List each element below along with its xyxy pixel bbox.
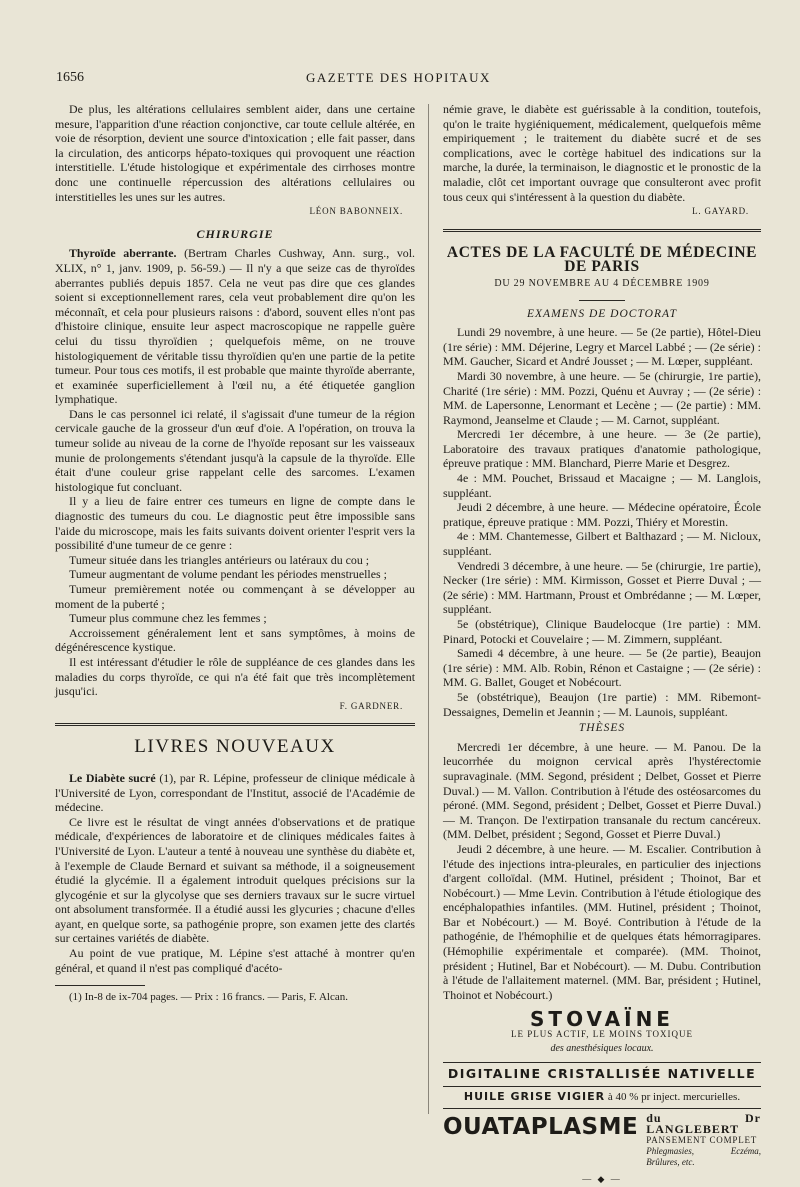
short-divider xyxy=(579,300,625,301)
ad-stovaine-tagline: LE PLUS ACTIF, LE MOINS TOXIQUE xyxy=(511,1029,693,1040)
book-lead: (1), par R. Lépine, professeur de clinique médicale à l'Université de Lyon, correspondant de l'Institut, associé de l'Académie de médecine. xyxy=(55,770,415,815)
paragraph: Il est intéressant d'étudier le rôle de suppléance de ces glandes dans les maladies du corps thyroïde, ce qui n'a été fait que très incomplètement jusqu'ici. xyxy=(55,654,415,699)
ad-ouataplasme-uses: Phlegmasies, Eczéma, Brûlures, etc. xyxy=(646,1146,761,1168)
paragraph: Ce livre est le résultat de vingt années d'observations et de pratique médicale, d'expériences de laboratoire et de cliniques médicales faites à l'Université de Lyon. L'auteur a tenté à nouveau une synthèse du diabète et, à l'exemple de Claude Bernard et suivant sa méthode, il a soigneusement étudié la glycémie. Il a également introduit quelques précisions sur la glycogénie et sur la glycolyse que ses derniers travaux sur le sucre virtuel ont absolument transformée. Il a étudié aussi les glycuries ; chacune d'elles ayant, en quelque sorte, sa pathogénie propre, son examen jette des clartés sur certaines variétés de diabète. xyxy=(55,814,415,946)
journal-title: GAZETTE DES HOPITAUX xyxy=(306,70,491,85)
exam-entry: 5e (obstétrique), Beaujon (1re partie) : MM. Ribemont-Dessaignes, Demelin et Jeannin ; — M. Launois, suppléant. xyxy=(443,689,761,719)
ad-huile-name: HUILE GRISE VIGIER xyxy=(463,1089,606,1103)
book-title: Le Diabète sucré xyxy=(69,770,156,785)
page-header xyxy=(56,70,756,92)
list-item: Accroissement généralement lent et sans symptômes, à moins de dégénérescence kystique. xyxy=(55,625,415,655)
ad-stovaine: STOVAÏNE xyxy=(530,1007,674,1032)
list-item: Tumeur située dans les triangles antérieurs ou latéraux du cou ; xyxy=(69,552,370,567)
signature: LÉON BABONNEIX. xyxy=(309,206,403,217)
ad-digitaline: DIGITALINE CRISTALLISÉE NATIVELLE xyxy=(443,1062,761,1082)
section-divider xyxy=(443,229,761,232)
book-entry xyxy=(55,771,415,815)
article-body: (Bertram Charles Cushway, Ann. surg., vol. XLIX, n° 1, janv. 1909, p. 56-59.) — Il n'y a que seize cas de thyroïdes aberrantes publiés depuis 1857. Cela ne veut pas dire que ces glandes soient si exceptionnellement rares, cela veut probablement dire qu'on les méconnaît, et cela pour plusieurs raisons : d'abord, souvent elles n'ont pas d'histoire clinique, ensuite leur aspect macroscopique ne rappelle guère celui du tissu thyroïdien ; quelquefois même, on ne trouve histologiquement de véritable tissu thyroïdien qu'en une partie de la petite tumeur. Pour tous ces motifs, il est probable que mainte thyroïde aberrante, et examinée superficiellement à l'œil nu, a été étiquetée ganglion lymphatique. xyxy=(55,246,415,407)
column-divider xyxy=(428,104,429,1114)
ornament-divider: — ◆ — xyxy=(582,1174,622,1185)
list-item: Tumeur augmentant de volume pendant les périodes menstruelles ; xyxy=(69,567,387,582)
footnote-divider xyxy=(55,985,145,986)
advertisement-block xyxy=(443,1007,761,1187)
section-heading-actes: ACTES DE LA FACULTÉ DE MÉDECINE DE PARIS xyxy=(446,243,758,276)
article-title: Thyroïde aberrante. xyxy=(69,246,177,261)
page-number: 1656 xyxy=(56,70,84,85)
paragraph: De plus, les altérations cellulaires semblent aider, dans une certaine mesure, l'apparition d'une réaction conjonctive, car toute cellule altérée, en voie de résorption, devient une source d'intoxication ; elle fait passer, dans la circulation, des anticorps hépato-toxiques qui provoquent une réaction interstitielle. L'étude histologique et expérimentale des cirrhoses montre donc une continuelle répercussion des altérations cellulaires ou interstitielles les unes sur les autres. xyxy=(55,102,415,204)
thesis-entry: Mercredi 1er décembre, à une heure. — M. Panou. De la leucorrhée du moignon cervical après l'hystérectomie supravaginale. (MM. Segond, président ; Delbet, Gosset et Pierre Duval.) — M. Vallon. Contribution à l'étude des ostéosarcomes du péroné. (MM. Segond, président ; Delbet, Gosset et Pierre Duval.) — M. Trançon. De l'extirpation transanale du rectum cancéreux. (MM. Delbet, président ; Segond, Gosset et Pierre Duval.) xyxy=(443,739,761,842)
ad-stovaine-subline: des anesthésiques locaux. xyxy=(550,1042,654,1054)
signature: F. GARDNER. xyxy=(339,700,403,711)
subsection-heading-theses: THÈSES xyxy=(578,722,626,735)
section-divider xyxy=(55,723,415,726)
paragraph: Au point de vue pratique, M. Lépine s'est attaché à montrer qu'en général, et quand il n'est pas compliqué d'acéto- xyxy=(55,946,415,975)
signature: L. GAYARD. xyxy=(692,206,749,217)
ad-ouataplasme-tag: PANSEMENT COMPLET xyxy=(646,1135,758,1146)
ad-huile-detail: à 40 % pr inject. mercurielles. xyxy=(605,1090,741,1103)
right-column xyxy=(443,102,761,1187)
exam-entry: Lundi 29 novembre, à une heure. — 5e (2e partie), Hôtel-Dieu (1re série) : MM. Déjerine, Legry et Marcel Labbé ; — (2e série) : MM. Gaucher, Sicard et André Jousset ; — M. Lœper, suppléant. xyxy=(443,325,761,369)
thesis-entry: Jeudi 2 décembre, à une heure. — M. Escalier. Contribution à l'étude des injections intra-pleurales, en particulier des injections d'argent colloïdal. (MM. Hutinel, président ; Thoinot, Bar et Nobécourt.) — Mme Levin. Contribution à l'étude étiologique des encéphalopathies infantiles. (MM. Hutinel, président ; Thoinot, Bar et Nobécourt.) — M. Boyé. Contribution à l'étude de la pathogénie, de l'hémophilie et de quelques états hémorragipares. (Hémophilie expérimentale et comparée). (MM. Thoinot, président ; Hutinel, Bar et Nobécourt). — M. Dubu. Contribution à l'étude de l'allaitement maternel. (MM. Bar, président ; Hutinel, Thoinot et Nobécourt.) xyxy=(443,841,761,1002)
section-subheading-dates: DU 29 NOVEMBRE AU 4 DÉCEMBRE 1909 xyxy=(494,277,710,289)
list-item: Tumeur premièrement notée ou commençant à se développer au moment de la puberté ; xyxy=(55,582,415,611)
ad-ouataplasme-maker: du Dr LANGLEBERT xyxy=(646,1111,761,1137)
exam-entry: 4e : MM. Pouchet, Brissaud et Macaigne ; — M. Langlois, suppléant. xyxy=(443,471,761,500)
section-heading-livres: LIVRES NOUVEAUX xyxy=(134,736,336,758)
ad-ouataplasme-details xyxy=(646,1113,761,1168)
exam-entry: Samedi 4 décembre, à une heure. — 5e (2e partie), Beaujon (1re série) : MM. Alb. Robin, Rénon et Castaigne ; — (2e série) : MM. G. Ballet, Gouget et Nobécourt. xyxy=(443,646,761,690)
section-heading-chirurgie: CHIRURGIE xyxy=(196,226,274,241)
article-thyroide xyxy=(55,246,415,407)
exam-entry: 5e (obstétrique), Clinique Baudelocque (1re partie) : MM. Pinard, Potocki et Couvelaire ; — M. Zimmern, suppléant. xyxy=(443,617,761,646)
footnote: (1) In-8 de ix-704 pages. — Prix : 16 francs. — Paris, F. Alcan. xyxy=(69,991,348,1004)
subsection-heading-examens: EXAMENS DE DOCTORAT xyxy=(527,307,677,320)
exam-entry: Vendredi 3 décembre, à une heure. — 5e (chirurgie, 1re partie), Necker (1re série) : MM. Kirmisson, Gosset et Pierre Duval ; — (2e série) : MM. Hartmann, Proust et Ombrédanne ; — M. Lœper, suppléant. xyxy=(443,558,761,617)
exam-entry: Mardi 30 novembre, à une heure. — 5e (chirurgie, 1re partie), Charité (1re série) : MM. Pozzi, Quénu et Auvray ; — (2e série) : MM. de Lapersonne, Lenormant et Lecène ; — (2e partie) : MM. Raymond, Jeanselme et Claude ; — M. Carnot, suppléant. xyxy=(443,368,761,427)
exam-entry: Jeudi 2 décembre, à une heure. — Médecine opératoire, École pratique, épreuve pratique : MM. Pozzi, Thiéry et Morestin. xyxy=(443,500,761,529)
paragraph: Il y a lieu de faire entrer ces tumeurs en ligne de compte dans le diagnostic des tumeurs du cou. Le diagnostic peut être impossible sans l'aide du microscope, mais les faits suivants doivent orienter l'esprit vers la possibilité d'une tumeur de ce genre : xyxy=(55,494,415,553)
left-column xyxy=(55,102,415,1005)
exam-entry: 4e : MM. Chantemesse, Gilbert et Balthazard ; — M. Nicloux, suppléant. xyxy=(443,529,761,559)
list-item: Tumeur plus commune chez les femmes ; xyxy=(69,611,267,626)
ad-ouataplasme-name: OUATAPLASME xyxy=(443,1114,639,1141)
paragraph: Dans le cas personnel ici relaté, il s'agissait d'une tumeur de la région cervicale gauche de la grosseur d'un œuf d'oie. A l'opération, on trouva la tumeur solide au niveau de la corne de l'hyoïde reposant sur les vaisseaux munie de prolongements s'étendant jusqu'à la capsule de la thyroïde. Elle était d'une couleur grise rappelant celle des sarcomes. L'examen histologique fut concluant. xyxy=(55,406,415,494)
ad-huile-grise xyxy=(443,1086,761,1105)
ad-ouataplasme xyxy=(443,1108,761,1168)
paragraph: némie grave, le diabète est guérissable à la condition, toutefois, qu'on le traite hygiéniquement, médicalement, quelquefois même empiriquement ; le traitement du diabète sucré et de ses complications, avec le cortège habituel des indications sur la marche, la durée, la terminaison, le diagnostic et le pronostic de la maladie, clôt cet important ouvrage que consulteront avec profit tous ceux qui s'intéressent à la question du diabète. xyxy=(443,102,761,204)
exam-entry: Mercredi 1er décembre, à une heure. — 3e (2e partie), Laboratoire des travaux pratiques d'anatomie pathologique, épreuve pratique : MM. Blanchard, Pierre Marie et Desgrez. xyxy=(443,427,761,471)
